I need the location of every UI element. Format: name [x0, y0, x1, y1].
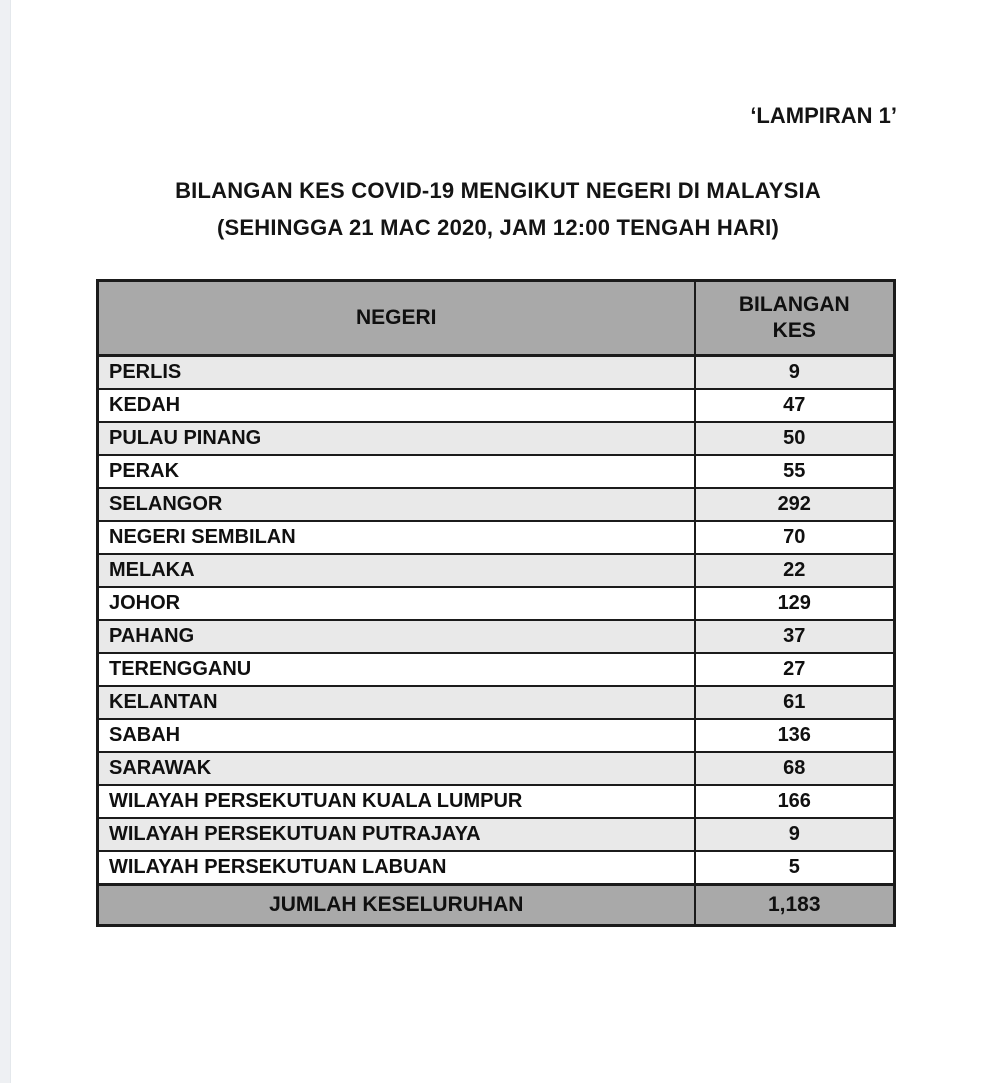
- state-name-cell: WILAYAH PERSEKUTUAN LABUAN: [98, 851, 695, 885]
- state-name-cell: MELAKA: [98, 554, 695, 587]
- case-count-cell: 166: [695, 785, 895, 818]
- table-row: [98, 554, 895, 587]
- state-name-cell: PERAK: [98, 455, 695, 488]
- page-edge-strip: [0, 0, 11, 1083]
- case-count-cell: 129: [695, 587, 895, 620]
- table-row: [98, 521, 895, 554]
- state-name-cell: TERENGGANU: [98, 653, 695, 686]
- state-name-cell: PERLIS: [98, 356, 695, 390]
- lampiran-annotation: ‘LAMPIRAN 1’: [750, 103, 897, 128]
- table-header-row: [98, 281, 895, 356]
- case-count-cell: 70: [695, 521, 895, 554]
- state-name-cell: SABAH: [98, 719, 695, 752]
- case-count-cell: 50: [695, 422, 895, 455]
- case-count-cell: 68: [695, 752, 895, 785]
- state-name-cell: WILAYAH PERSEKUTUAN KUALA LUMPUR: [98, 785, 695, 818]
- state-name-cell: SARAWAK: [98, 752, 695, 785]
- table-row: [98, 686, 895, 719]
- state-name-cell: KEDAH: [98, 389, 695, 422]
- total-row: [98, 885, 895, 926]
- case-count-cell: 47: [695, 389, 895, 422]
- table-row: [98, 851, 895, 885]
- case-count-cell: 61: [695, 686, 895, 719]
- table-row: [98, 785, 895, 818]
- case-count-cell: 55: [695, 455, 895, 488]
- case-count-cell: 5: [695, 851, 895, 885]
- table-row: [98, 587, 895, 620]
- covid-cases-table: [96, 279, 896, 927]
- title-line-2: (SEHINGGA 21 MAC 2020, JAM 12:00 TENGAH HARI): [217, 215, 779, 240]
- document-title: [10, 172, 986, 246]
- case-count-cell: 37: [695, 620, 895, 653]
- case-count-cell: 9: [695, 818, 895, 851]
- table-row: [98, 752, 895, 785]
- state-name-cell: NEGERI SEMBILAN: [98, 521, 695, 554]
- table-row: [98, 620, 895, 653]
- case-count-cell: 22: [695, 554, 895, 587]
- table-row: [98, 422, 895, 455]
- table-row: [98, 818, 895, 851]
- state-name-cell: JOHOR: [98, 587, 695, 620]
- table-row: [98, 389, 895, 422]
- case-count-cell: 27: [695, 653, 895, 686]
- state-name-cell: PAHANG: [98, 620, 695, 653]
- state-name-cell: PULAU PINANG: [98, 422, 695, 455]
- total-value-cell: 1,183: [695, 885, 895, 926]
- table-row: [98, 653, 895, 686]
- table-row: [98, 719, 895, 752]
- negeri-column-header: NEGERI: [98, 281, 695, 356]
- state-name-cell: WILAYAH PERSEKUTUAN PUTRAJAYA: [98, 818, 695, 851]
- table-row: [98, 356, 895, 390]
- case-count-cell: 136: [695, 719, 895, 752]
- case-count-cell: 292: [695, 488, 895, 521]
- table-row: [98, 488, 895, 521]
- title-line-1: BILANGAN KES COVID-19 MENGIKUT NEGERI DI MALAYSIA: [175, 178, 821, 203]
- case-count-cell: 9: [695, 356, 895, 390]
- bilangan-kes-header-label: BILANGAN KES: [738, 293, 850, 342]
- state-name-cell: KELANTAN: [98, 686, 695, 719]
- state-name-cell: SELANGOR: [98, 488, 695, 521]
- bilangan-kes-column-header: [695, 281, 895, 356]
- total-label-cell: JUMLAH KESELURUHAN: [98, 885, 695, 926]
- table-row: [98, 455, 895, 488]
